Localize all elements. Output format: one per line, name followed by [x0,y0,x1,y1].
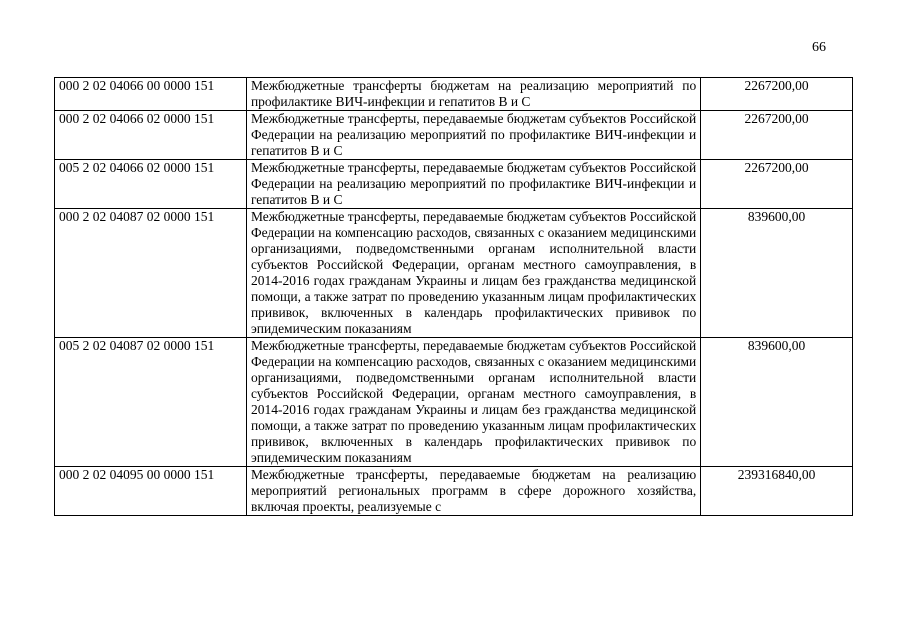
description-cell: Межбюджетные трансферты, передаваемые бюджетам субъектов Российской Федерации на реализацию мероприятий по профилактике ВИЧ-инфекции и гепатитов В и С [246,111,700,160]
description-cell: Межбюджетные трансферты, передаваемые бюджетам субъектов Российской Федерации на реализацию мероприятий по профилактике ВИЧ-инфекции и гепатитов В и С [246,160,700,209]
amount-cell: 839600,00 [701,338,853,467]
amount-cell: 2267200,00 [701,78,853,111]
description-cell: Межбюджетные трансферты бюджетам на реализацию мероприятий по профилактике ВИЧ-инфекции и гепатитов В и С [246,78,700,111]
amount-cell: 2267200,00 [701,111,853,160]
description-cell: Межбюджетные трансферты, передаваемые бюджетам субъектов Российской Федерации на компенсацию расходов, связанных с оказанием медицинскими организациями, подведомственными органам исполнительной власти субъектов Российской Федерации, органам местного самоуправления, в 2014-2016 годах гражданам Украины и лицам без гражданства медицинской помощи, а также затрат по проведению указанным лицам профилактических прививок, включенных в календарь профилактических прививок по эпидемическим показаниям [246,209,700,338]
budget-code-cell: 005 2 02 04066 02 0000 151 [55,160,247,209]
page-number: 66 [812,40,826,55]
budget-code-cell: 000 2 02 04087 02 0000 151 [55,209,247,338]
table-row [55,209,853,338]
description-cell: Межбюджетные трансферты, передаваемые бюджетам субъектов Российской Федерации на компенсацию расходов, связанных с оказанием медицинскими организациями, подведомственными органам исполнительной власти субъектов Российской Федерации, органам местного самоуправления, в 2014-2016 годах гражданам Украины и лицам без гражданства медицинской помощи, а также затрат по проведению указанным лицам профилактических прививок, включенных в календарь профилактических прививок по эпидемическим показаниям [246,338,700,467]
amount-cell: 239316840,00 [701,467,853,516]
description-cell: Межбюджетные трансферты, передаваемые бюджетам на реализацию мероприятий региональных программ в сфере дорожного хозяйства, включая проекты, реализуемые с [246,467,700,516]
budget-table [54,77,853,516]
page-bottom-margin [0,580,905,640]
budget-code-cell: 000 2 02 04066 00 0000 151 [55,78,247,111]
table-row [55,338,853,467]
budget-code-cell: 000 2 02 04095 00 0000 151 [55,467,247,516]
amount-cell: 2267200,00 [701,160,853,209]
table-row [55,467,853,516]
table-row [55,78,853,111]
budget-code-cell: 005 2 02 04087 02 0000 151 [55,338,247,467]
table-row [55,160,853,209]
amount-cell: 839600,00 [701,209,853,338]
table-row [55,111,853,160]
budget-code-cell: 000 2 02 04066 02 0000 151 [55,111,247,160]
